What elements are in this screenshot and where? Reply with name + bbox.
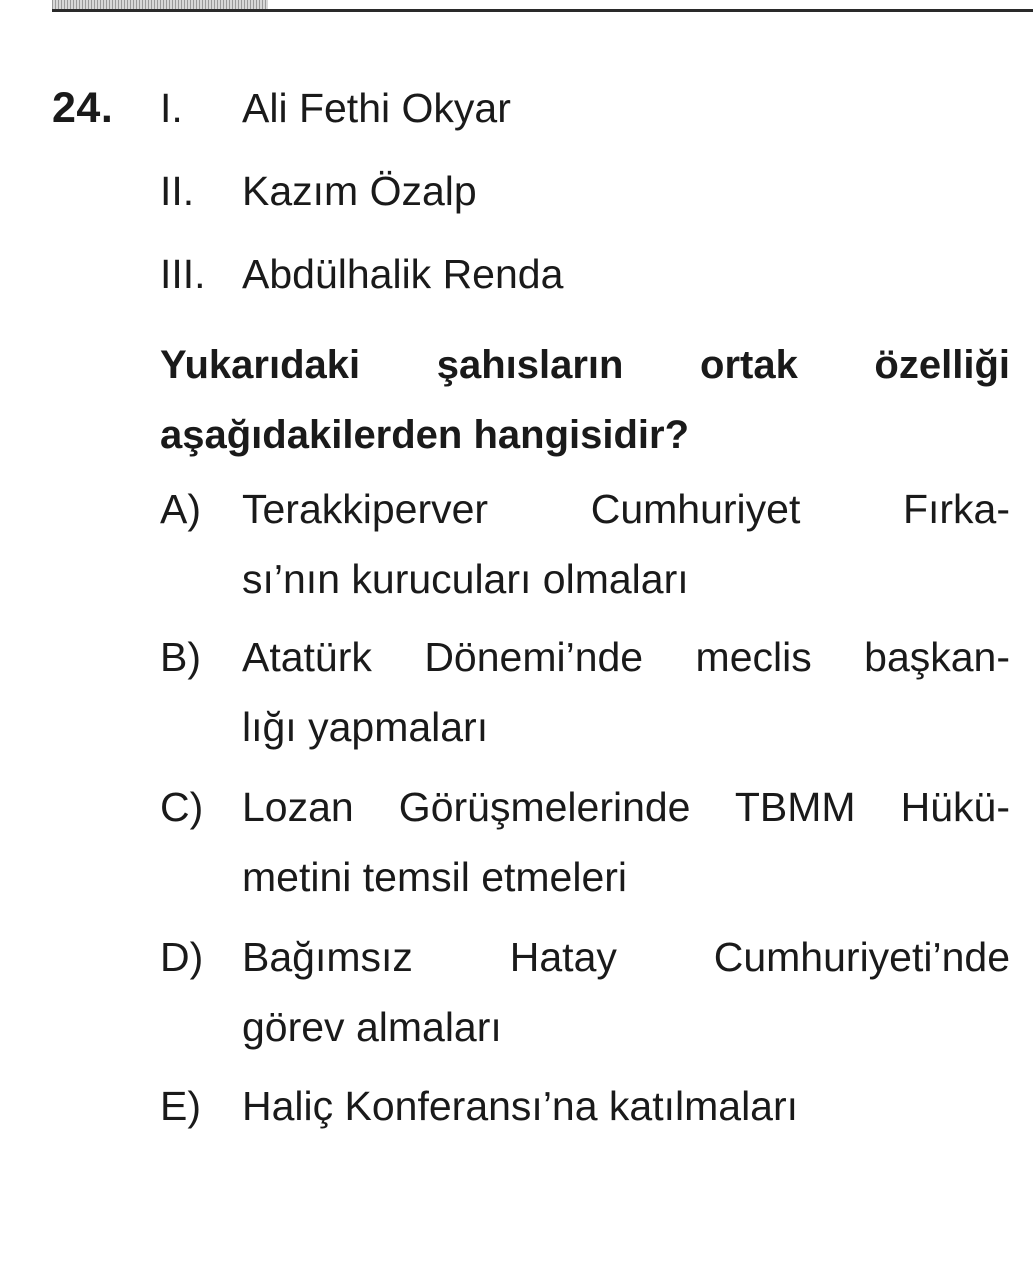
option-text-line-2: lığı yapmaları: [242, 704, 489, 750]
option-letter: A): [160, 486, 201, 532]
option-letter: E): [160, 1083, 201, 1129]
option-text-line-1: Terakkiperver Cumhuriyet Fırka-: [242, 486, 1010, 532]
premise-3: [160, 248, 563, 300]
option-d[interactable]: [160, 922, 1010, 1062]
option-e[interactable]: [160, 1071, 1010, 1141]
option-text-line-2: görev almaları: [242, 1004, 502, 1050]
premise-numeral: II.: [160, 168, 195, 214]
header-hatch: [52, 0, 268, 9]
option-text-line-1: Lozan Görüşmelerinde TBMM Hükü-: [242, 784, 1010, 830]
premise-2: [160, 165, 477, 217]
option-a[interactable]: [160, 474, 1010, 614]
premise-numeral: III.: [160, 251, 206, 297]
question-stem: [160, 330, 1010, 470]
option-text-line-1: Atatürk Dönemi’nde meclis başkan-: [242, 634, 1010, 680]
option-letter: C): [160, 784, 204, 830]
question-stem-line-2: aşağıdakilerden hangisidir?: [160, 413, 690, 457]
option-b[interactable]: [160, 622, 1010, 762]
premise-text: Kazım Özalp: [242, 168, 477, 214]
option-text-line-1: Bağımsız Hatay Cumhuriyeti’nde: [242, 934, 1010, 980]
premise-numeral: I.: [160, 85, 183, 131]
option-letter: D): [160, 934, 204, 980]
premise-text: Abdülhalik Renda: [242, 251, 564, 297]
option-text-line-2: sı’nın kurucuları olmaları: [242, 556, 689, 602]
option-text-line-1: Haliç Konferansı’na katılmaları: [242, 1083, 799, 1129]
option-letter: B): [160, 634, 201, 680]
premise-1: [160, 82, 511, 134]
header-rule: [52, 9, 1033, 12]
option-c[interactable]: [160, 772, 1010, 912]
option-text-line-2: metini temsil etmeleri: [242, 854, 628, 900]
premise-text: Ali Fethi Okyar: [242, 85, 511, 131]
question-number: 24.: [52, 84, 114, 132]
question-stem-line-1: Yukarıdaki şahısların ortak özelliği: [160, 343, 1010, 387]
